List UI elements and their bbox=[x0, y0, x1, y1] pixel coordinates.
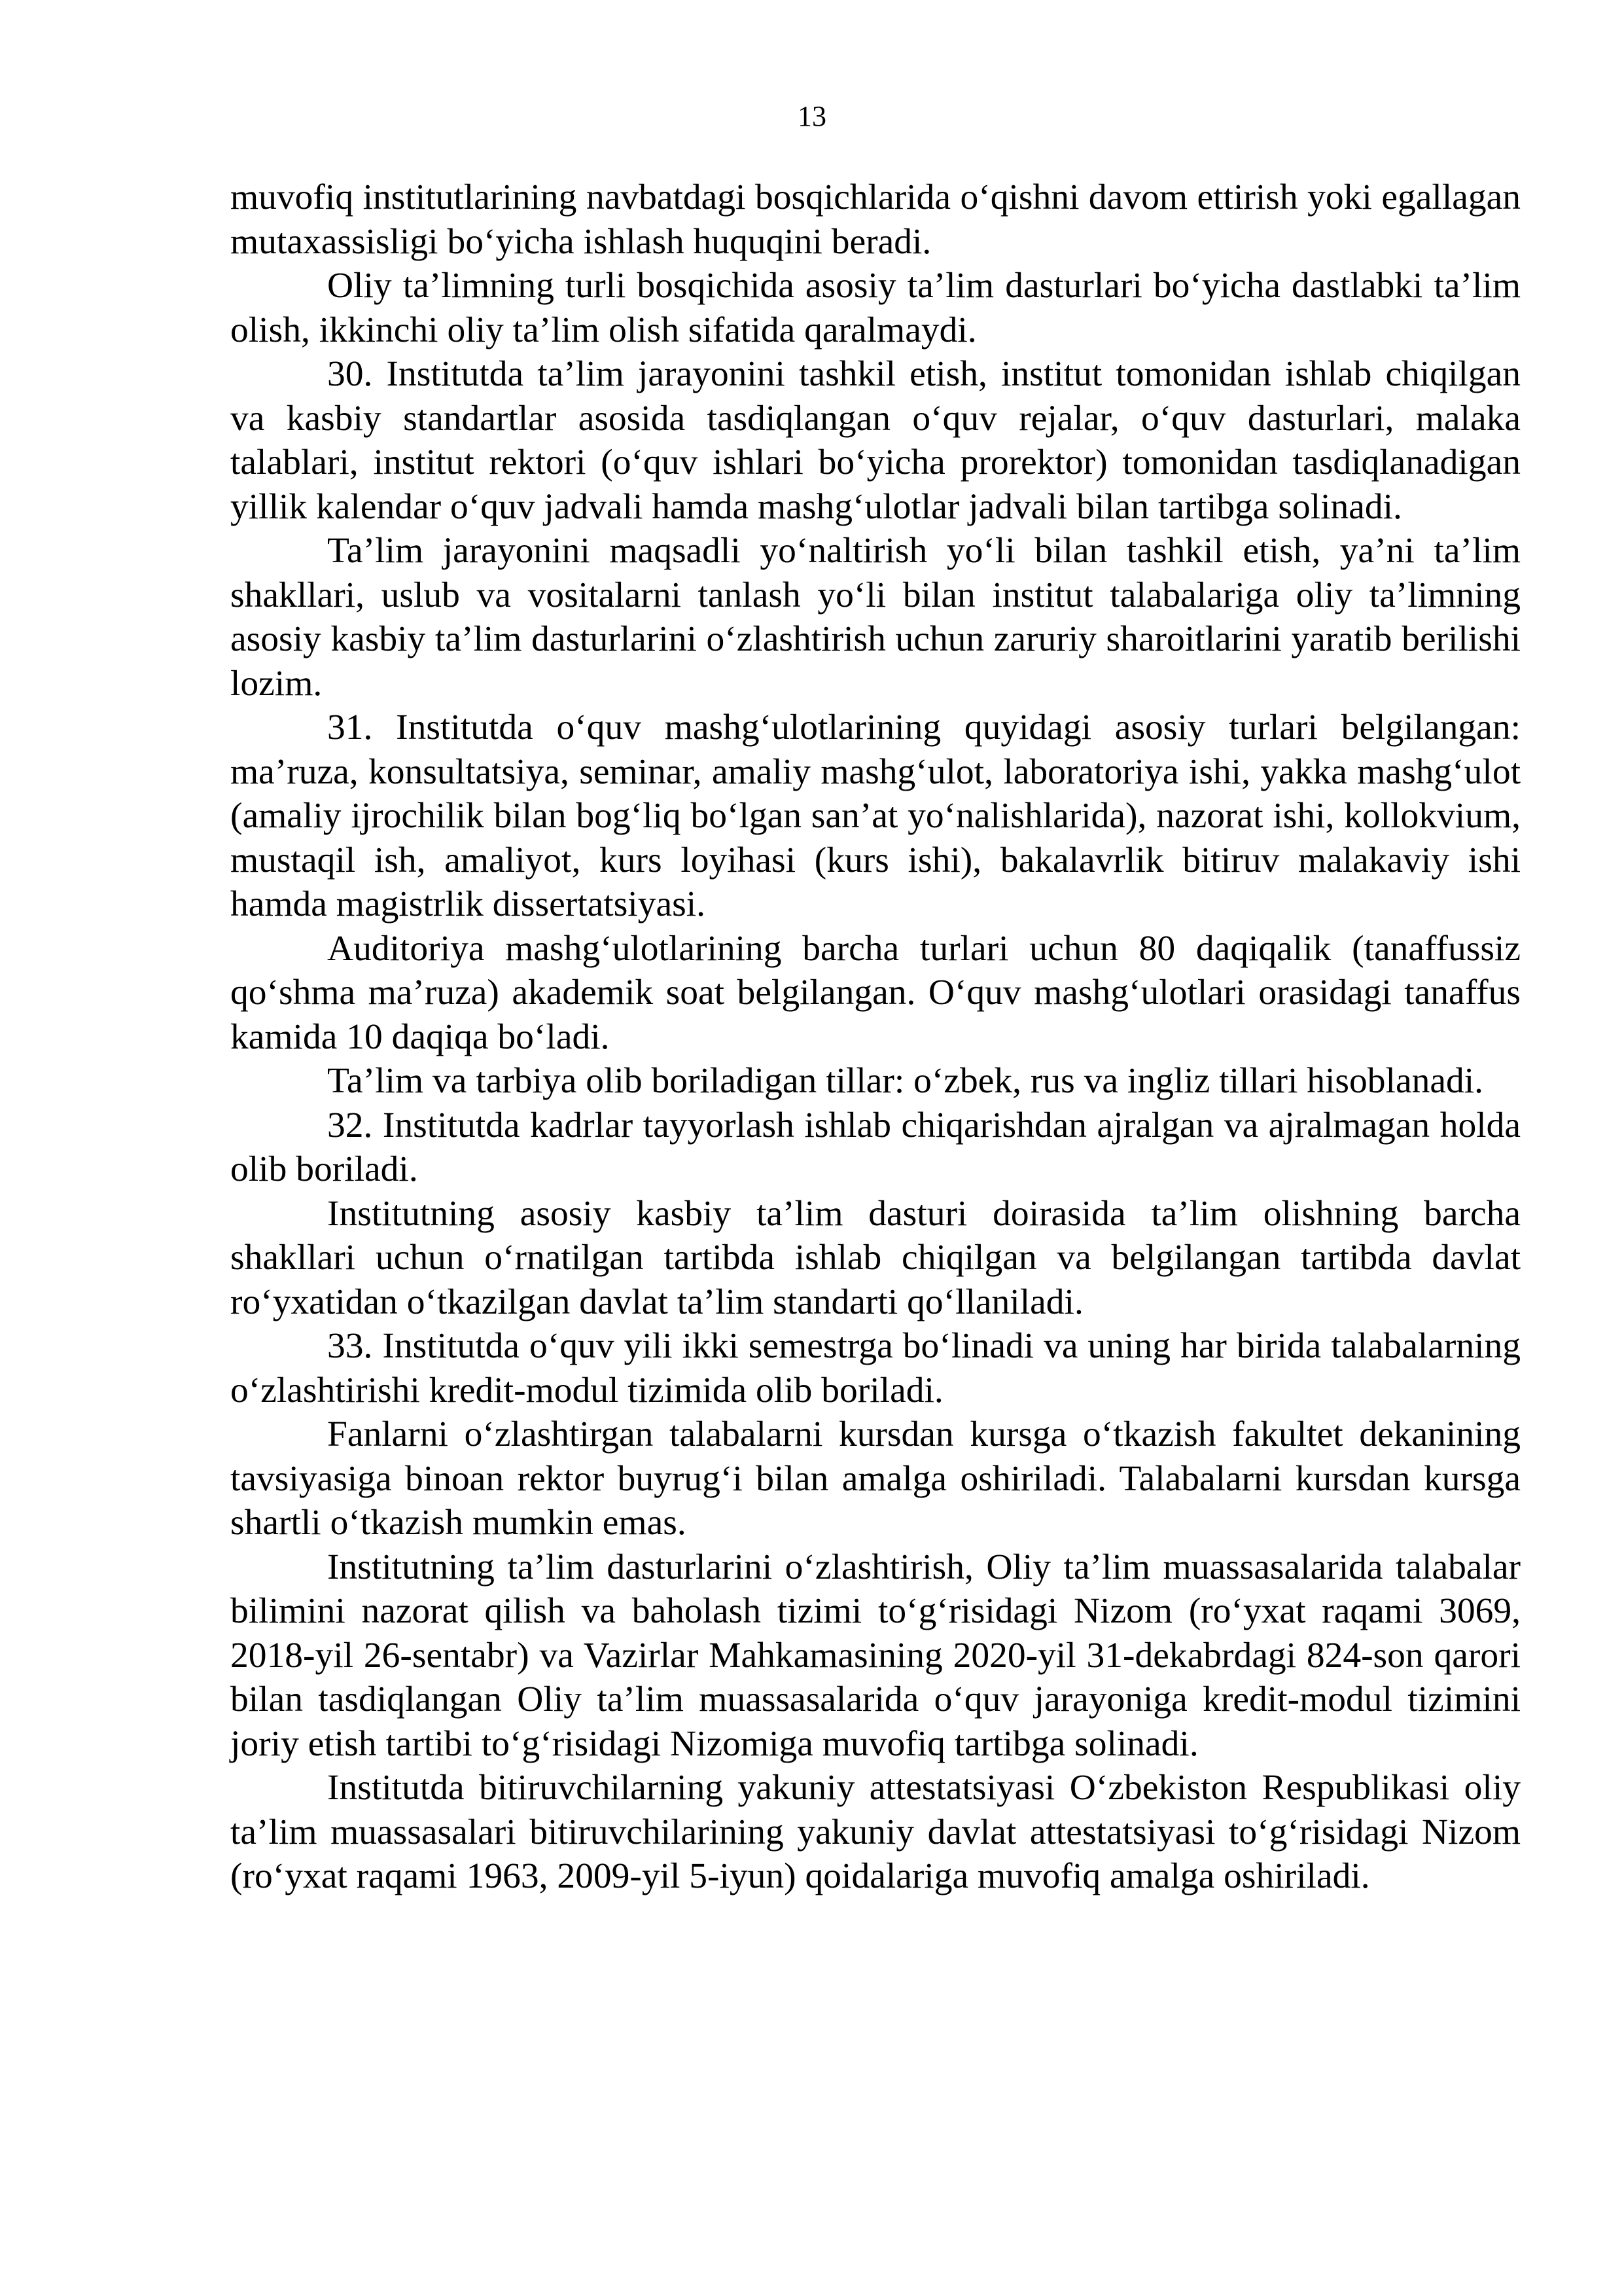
paragraph: Institutning asosiy kasbiy ta’lim dasturi doirasida ta’lim olishning barcha shakllari uchun o‘rnatilgan tartibda ishlab chiqilgan va belgilangan tartibda davlat ro‘yxatidan o‘tkazilgan davlat ta’lim standarti qo‘llaniladi. bbox=[230, 1193, 1521, 1322]
paragraph: Oliy ta’limning turli bosqichida asosiy ta’lim dasturlari bo‘yicha dastlabki ta’lim olish, ikkinchi oliy ta’lim olish sifatida qaralmaydi. bbox=[230, 266, 1521, 350]
paragraph-clause-32: 32. Institutda kadrlar tayyorlash ishlab chiqarishdan ajralgan va ajralmagan holda olib boriladi. bbox=[230, 1105, 1521, 1189]
paragraph-clause-33: 33. Institutda o‘quv yili ikki semestrga bo‘linadi va uning har birida talabalarning o‘zlashtirishi kredit-modul tizimida olib boriladi. bbox=[230, 1326, 1521, 1410]
paragraph: Institutning ta’lim dasturlarini o‘zlashtirish, Oliy ta’lim muassasalarida talabalar bilimini nazorat qilish va baholash tizimi to‘g‘risidagi Nizom (ro‘yxat raqami 3069, 2018-yil 26-sentabr) va Vazirlar Mahkamasining 2020-yil 31-dekabrdagi 824-son qarori bilan tasdiqlangan Oliy ta’lim muassasalarida o‘quv jarayoniga kredit-modul tizimini joriy etish tartibi to‘g‘risidagi Nizomiga muvofiq tartibga solinadi. bbox=[230, 1547, 1521, 1764]
paragraph-clause-31: 31. Institutda o‘quv mashg‘ulotlarining quyidagi asosiy turlari belgilangan: ma’ruza, konsultatsiya, seminar, amaliy mashg‘ulot, laboratoriya ishi, yakka mashg‘ulot (amaliy ijrochilik bilan bog‘liq bo‘lgan san’at yo‘nalishlarida), nazorat ishi, kollokvium, mustaqil ish, amaliyot, kurs loyihasi (kurs ishi), bakalavrlik bitiruv malakaviy ishi hamda magistrlik dissertatsiyasi. bbox=[230, 708, 1521, 924]
paragraph: Institutda bitiruvchilarning yakuniy attestatsiyasi O‘zbekiston Respublikasi oliy ta’lim muassasalari bitiruvchilarining yakuniy davlat attestatsiyasi to‘g‘risidagi Nizom (ro‘yxat raqami 1963, 2009-yil 5-iyun) qoidalariga muvofiq amalga oshiriladi. bbox=[230, 1768, 1521, 1896]
paragraph: Auditoriya mashg‘ulotlarining barcha turlari uchun 80 daqiqalik (tanaffussiz qo‘shma ma’ruza) akademik soat belgilangan. O‘quv mashg‘ulotlari orasidagi tanaffus kamida 10 daqiqa bo‘ladi. bbox=[230, 928, 1521, 1057]
paragraph-clause-30: 30. Institutda ta’lim jarayonini tashkil etish, institut tomonidan ishlab chiqilgan va kasbiy standartlar asosida tasdiqlangan o‘quv rejalar, o‘quv dasturlari, malaka talablari, institut rektori (o‘quv ishlari bo‘yicha prorektor) tomonidan tasdiqlanadigan yillik kalendar o‘quv jadvali hamda mashg‘ulotlar jadvali bilan tartibga solinadi. bbox=[230, 354, 1521, 527]
paragraph: Fanlarni o‘zlashtirgan talabalarni kursdan kursga o‘tkazish fakultet dekanining tavsiyasiga binoan rektor buyrug‘i bilan amalga oshiriladi. Talabalarni kursdan kursga shartli o‘tkazish mumkin emas. bbox=[230, 1414, 1521, 1543]
paragraph: Ta’lim va tarbiya olib boriladigan tillar: o‘zbek, rus va ingliz tillari hisoblanadi. bbox=[327, 1061, 1484, 1101]
body-text bbox=[230, 175, 1521, 1899]
page-number: 13 bbox=[798, 100, 826, 132]
paragraph-continuation: muvofiq institutlarining navbatdagi bosqichlarida o‘qishni davom ettirish yoki egallagan mutaxassisligi bo‘yicha ishlash huquqini beradi. bbox=[230, 177, 1521, 262]
paragraph: Ta’lim jarayonini maqsadli yo‘naltirish yo‘li bilan tashkil etish, ya’ni ta’lim shakllari, uslub va vositalarni tanlash yo‘li bilan institut talabalariga oliy ta’limning asosiy kasbiy ta’lim dasturlarini o‘zlashtirish uchun zaruriy sharoitlarini yaratib berilishi lozim. bbox=[230, 531, 1521, 704]
